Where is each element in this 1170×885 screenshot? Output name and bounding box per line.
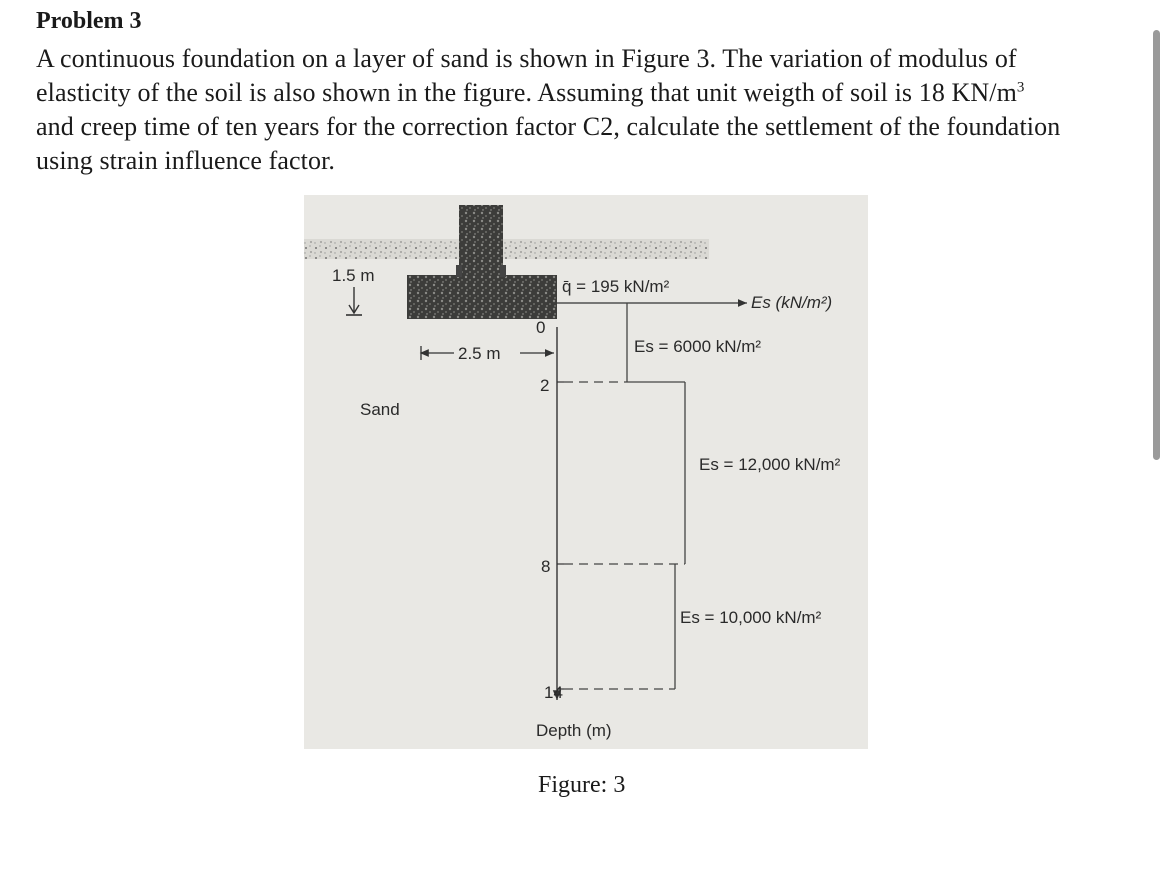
tick-label-14: 14 bbox=[544, 683, 563, 702]
layer2-modulus-label: Es = 12,000 kN/m² bbox=[699, 455, 841, 474]
modulus-axis-label: Es (kN/m²) bbox=[751, 293, 833, 312]
statement-line-3: and creep time of ten years for the correction factor C2, calculate the settlement of the foundation bbox=[36, 112, 1061, 141]
foundation-figure bbox=[304, 195, 868, 749]
problem-statement bbox=[36, 42, 1151, 178]
cubic-exponent: 3 bbox=[1016, 79, 1025, 96]
depth-axis-label: Depth (m) bbox=[536, 721, 612, 740]
footing-post-left bbox=[456, 265, 462, 277]
depth-label: 1.5 m bbox=[332, 266, 375, 285]
statement-line-1: A continuous foundation on a layer of sand is shown in Figure 3. The variation of modulus of bbox=[36, 44, 1017, 73]
statement-line-2 bbox=[36, 76, 1151, 110]
vertical-scrollbar[interactable] bbox=[1153, 30, 1160, 460]
footing-post-right bbox=[500, 265, 506, 277]
load-label: q̄ = 195 kN/m² bbox=[562, 277, 670, 296]
footing-base bbox=[407, 275, 557, 319]
tick-label-2: 2 bbox=[540, 376, 550, 395]
figure-caption: Figure: 3 bbox=[538, 772, 626, 798]
statement-line-4: using strain influence factor. bbox=[36, 146, 336, 175]
tick-label-0: 0 bbox=[536, 318, 546, 337]
footing-column bbox=[459, 205, 503, 277]
layer3-modulus-label: Es = 10,000 kN/m² bbox=[680, 608, 822, 627]
soil-label: Sand bbox=[360, 400, 400, 419]
ground-surface bbox=[304, 239, 709, 259]
problem-heading: Problem 3 bbox=[36, 8, 142, 34]
tick-label-8: 8 bbox=[541, 557, 551, 576]
foundation-diagram bbox=[304, 195, 868, 749]
layer1-modulus-label: Es = 6000 kN/m² bbox=[634, 337, 762, 356]
statement-line-2-text: elasticity of the soil is also shown in the figure. Assuming that unit weigth of soil is 18 KN/m bbox=[36, 78, 1017, 107]
width-label: 2.5 m bbox=[458, 344, 501, 363]
